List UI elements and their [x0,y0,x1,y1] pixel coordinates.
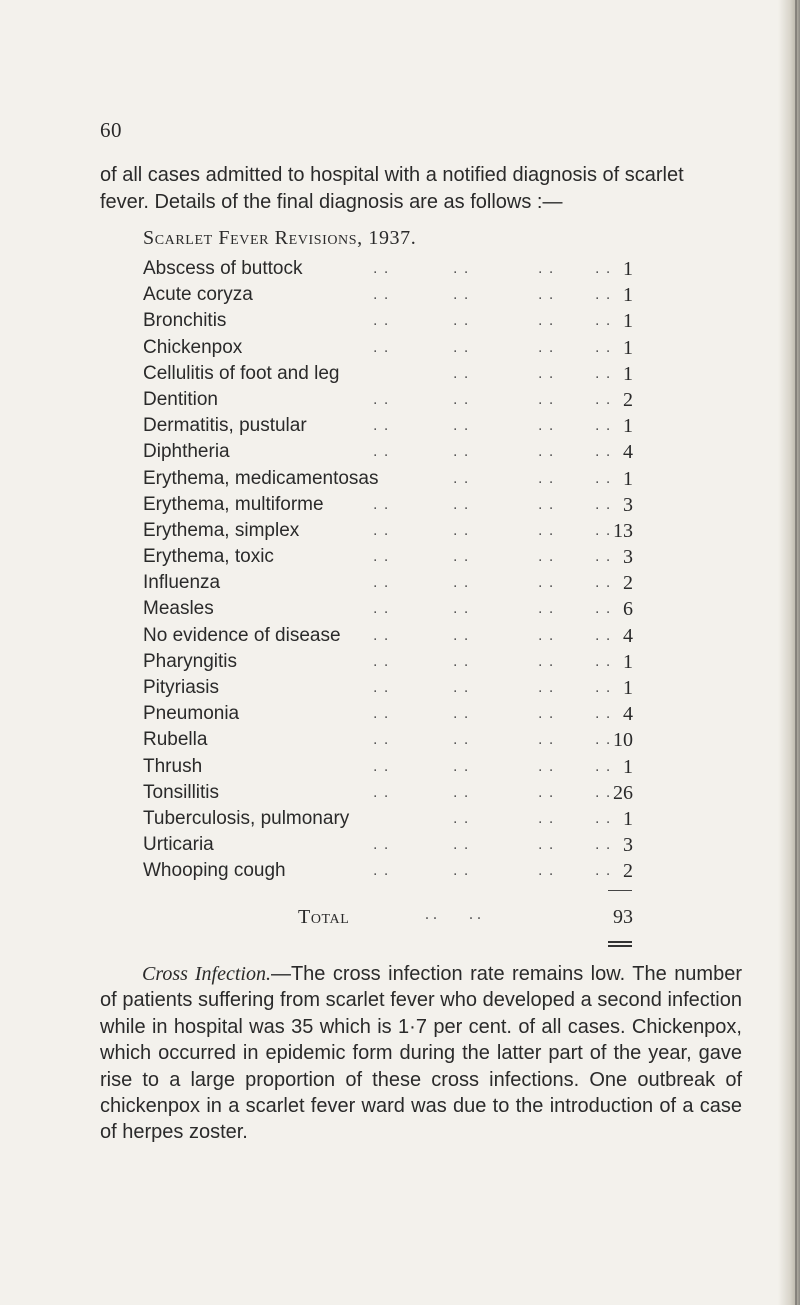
case-count: 4 [623,703,633,726]
case-count: 1 [623,650,633,673]
leader-dots: . . [453,679,470,696]
leader-dots: . . [538,495,555,513]
leader-dots: . . [453,364,470,382]
case-count: 4 [623,441,633,464]
diagnosis-name: Erythema, simplex [143,519,300,541]
leader-dots: . . [595,286,612,304]
leader-dots: . . [453,338,470,356]
diagnosis-name: Influenza [143,572,221,594]
diagnosis-name: Dermatitis, pustular [143,415,307,437]
leader-dots: . . [453,495,470,513]
total-rule [608,890,632,891]
diagnosis-name: Acute coryza [143,284,253,306]
case-count: 1 [623,258,633,280]
case-count: 1 [623,677,633,699]
leader-dots: . . [373,548,390,566]
leader-dots: . . [453,443,470,461]
leader-dots: . . [538,390,555,408]
case-count: 1 [623,807,633,830]
table-row [143,675,633,701]
leader-dots: . . [453,574,470,592]
case-count: 2 [623,388,633,411]
leader-dots: . . [373,495,390,513]
case-count: 2 [623,860,633,883]
case-count: 3 [623,546,633,569]
diagnosis-table [143,256,633,885]
table-row [143,518,633,544]
leader-dots: . . [453,862,470,880]
leader-dots: . . [595,731,612,749]
table-row [143,439,633,465]
leader-dots: . . [373,390,390,408]
diagnosis-name: Thrush [143,755,203,777]
leader-dots: . . [373,862,390,880]
leader-dots: . . [373,443,390,461]
case-count: 3 [623,834,633,857]
leader-dots: . . [538,417,555,435]
table-row [143,858,633,884]
diagnosis-name: Rubella [143,729,208,751]
leader-dots: . . [453,626,470,644]
intro-line-1 [100,162,742,189]
leader-dots: . . [453,390,470,408]
case-count: 26 [613,781,633,804]
leader-dots: . . [373,600,390,618]
table-row [143,256,633,282]
table-row [143,754,633,780]
leader-dots: . . [538,783,555,801]
table-row [143,413,633,439]
intro-line-2: fever. Details of the final diagnosis are as follows :— [100,191,563,213]
leader-dots: . . [538,286,555,304]
table-row [143,623,633,649]
double-rule-bottom [608,945,632,947]
table-row [143,596,633,622]
table-row [143,780,633,806]
leader-dots: . . [373,652,390,670]
case-count: 1 [623,336,633,359]
total-value: 93 [613,906,633,928]
leader-dots: . . [538,364,555,382]
leader-dots: . . [595,443,612,461]
leader-dots: . . [595,705,612,723]
table-row [143,387,633,413]
diagnosis-name: Dentition [143,388,218,410]
diagnosis-name: Pityriasis [143,677,220,698]
total-row [143,906,633,934]
leader-dots: . . [595,652,612,670]
leader-dots: . . [595,521,612,539]
leader-dots: . . [595,679,612,696]
leader-dots: . . [373,783,390,801]
leader-dots: . . [538,469,555,487]
case-count: 1 [623,284,633,307]
leader-dots: . . [453,809,470,827]
leader-dots: . . [373,705,390,723]
leader-dots: . . [453,417,470,435]
cross-infection-heading: Cross Infection. [142,963,271,985]
leader-dots: . . [595,809,612,827]
leader-dots: . . [538,652,555,670]
case-count: 10 [613,729,633,752]
leader-dots: . . [373,260,390,277]
diagnosis-name: Pneumonia [143,703,240,725]
leader-dots: . . [373,521,390,539]
case-count: 13 [613,519,633,542]
leader-dots: . . [373,417,390,435]
diagnosis-name: Whooping cough [143,860,286,882]
table-row [143,806,633,832]
diagnosis-name: Pharyngitis [143,650,237,672]
case-count: 1 [623,467,633,490]
leader-dots: . . [373,757,390,775]
leader-dots: . . [595,783,612,801]
leader-dots: . . [538,600,555,618]
leader-dots: . . [595,862,612,880]
intro-line-1-text: of all cases admitted to hospital with a notified diagnosis of scarlet [100,164,684,186]
case-count: 2 [623,572,633,595]
leader-dots: . . [595,338,612,356]
leader-dots: . . [538,574,555,592]
diagnosis-name: Tuberculosis, pulmonary [143,807,350,829]
diagnosis-name: Abscess of buttock [143,258,303,279]
table-row [143,701,633,727]
leader-dots: . . [373,836,390,854]
leader-dots: . . [453,469,470,487]
page-edge-line [795,0,797,1305]
leader-dots: . . [373,626,390,644]
table-row [143,649,633,675]
leader-dots: . . [453,757,470,775]
leader-dots: . . [595,364,612,382]
table-row [143,466,633,492]
total-leader-dots: . . . . [425,906,481,923]
diagnosis-name: No evidence of disease [143,624,341,646]
case-count: 3 [623,493,633,516]
diagnosis-name: Tonsillitis [143,781,220,803]
intro-paragraph [100,162,742,216]
leader-dots: . . [373,679,390,696]
table-row [143,492,633,518]
leader-dots: . . [453,600,470,618]
diagnosis-name: Chickenpox [143,336,243,358]
diagnosis-name: Erythema, medicamentosas [143,467,379,489]
leader-dots: . . [595,548,612,566]
diagnosis-name: Urticaria [143,834,214,856]
leader-dots: . . [453,652,470,670]
cross-infection-text: —The cross infection rate remains low. The number of patients suffering from scarlet fever who developed a second infection while in hospital was 35 which is 1·7 per cent. of all cases. Chickenpox, which occurred in epidemic form during the latter part of the year, gave rise to a large proportion of these cross infections. One outbreak of chickenpox in a scarlet fever ward was due to the introduction of a case of herpes zoster. [100,963,742,1144]
leader-dots: . . [538,626,555,644]
case-count: 4 [623,624,633,647]
table-title: Scarlet Fever Revisions, 1937. [143,227,417,249]
diagnosis-name: Cellulitis of foot and leg [143,362,340,384]
leader-dots: . . [595,574,612,592]
leader-dots: . . [538,548,555,566]
leader-dots: . . [595,600,612,618]
table-row [143,544,633,570]
leader-dots: . . [595,312,612,330]
table-row [143,361,633,387]
leader-dots: . . [373,338,390,356]
table-row [143,335,633,361]
leader-dots: . . [595,469,612,487]
leader-dots: . . [595,417,612,435]
case-count: 1 [623,310,633,333]
table-row [143,308,633,334]
leader-dots: . . [538,809,555,827]
leader-dots: . . [538,679,555,696]
leader-dots: . . [538,731,555,749]
leader-dots: . . [373,286,390,304]
leader-dots: . . [373,574,390,592]
table-row [143,282,633,308]
leader-dots: . . [538,862,555,880]
leader-dots: . . [453,731,470,749]
leader-dots: . . [453,783,470,801]
table-row [143,832,633,858]
leader-dots: . . [538,836,555,854]
leader-dots: . . [453,260,470,277]
diagnosis-name: Bronchitis [143,310,227,332]
leader-dots: . . [595,757,612,775]
table-row [143,570,633,596]
leader-dots: . . [538,260,555,277]
cross-infection-paragraph [100,961,742,1146]
leader-dots: . . [538,338,555,356]
leader-dots: . . [538,443,555,461]
case-count: 1 [623,362,633,385]
leader-dots: . . [373,312,390,330]
leader-dots: . . [538,757,555,775]
diagnosis-name: Diphtheria [143,441,230,463]
page-number: 60 [100,118,122,142]
case-count: 6 [623,598,633,621]
leader-dots: . . [453,286,470,304]
leader-dots: . . [453,521,470,539]
leader-dots: . . [373,731,390,749]
case-count: 1 [623,755,633,778]
leader-dots: . . [595,260,612,277]
leader-dots: . . [538,312,555,330]
diagnosis-name: Measles [143,598,214,620]
leader-dots: . . [595,626,612,644]
table-row [143,727,633,753]
leader-dots: . . [453,548,470,566]
leader-dots: . . [453,312,470,330]
leader-dots: . . [453,836,470,854]
leader-dots: . . [595,495,612,513]
total-label: Total [298,906,350,928]
leader-dots: . . [538,521,555,539]
leader-dots: . . [595,836,612,854]
case-count: 1 [623,415,633,438]
leader-dots: . . [595,390,612,408]
diagnosis-name: Erythema, toxic [143,546,274,568]
double-rule-top [608,941,632,943]
leader-dots: . . [453,705,470,723]
diagnosis-name: Erythema, multiforme [143,493,324,515]
leader-dots: . . [538,705,555,723]
